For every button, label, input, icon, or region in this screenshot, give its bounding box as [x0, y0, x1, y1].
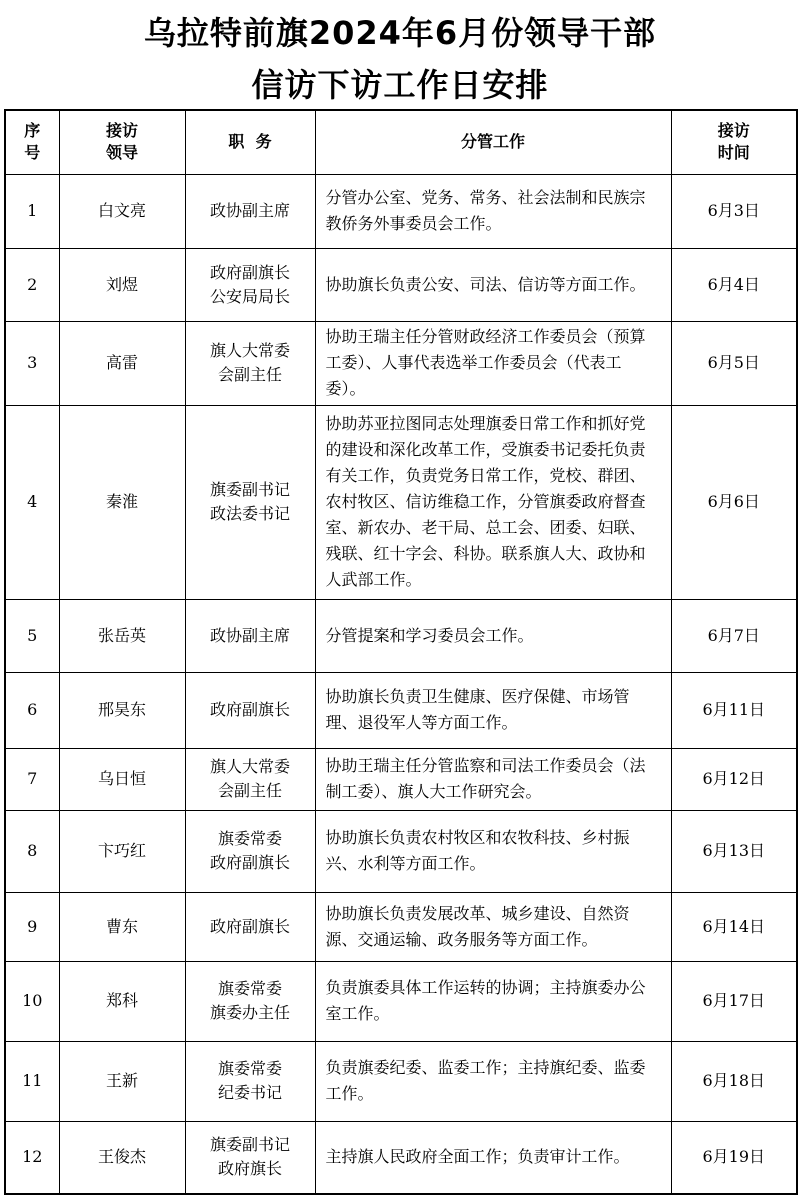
- cell-duty: 负责旗委具体工作运转的协调；主持旗委办公室工作。: [315, 961, 671, 1041]
- cell-date: 6月17日: [671, 961, 797, 1041]
- cell-leader: 曹东: [59, 892, 185, 961]
- table-row: [5, 810, 797, 892]
- cell-duty: 协助旗长负责卫生健康、医疗保健、市场管理、退役军人等方面工作。: [315, 672, 671, 748]
- document-title-line-1: 乌拉特前旗2024年6月份领导干部: [143, 14, 657, 52]
- cell-duty: 主持旗人民政府全面工作；负责审计工作。: [315, 1121, 671, 1194]
- cell-position: 旗人大常委 会副主任: [185, 321, 315, 405]
- cell-date: 6月18日: [671, 1041, 797, 1121]
- cell-date: 6月12日: [671, 748, 797, 810]
- cell-no: 8: [5, 810, 59, 892]
- header-duty: 分管工作: [315, 110, 671, 174]
- cell-date: 6月19日: [671, 1121, 797, 1194]
- cell-leader: 卞巧红: [59, 810, 185, 892]
- table-row: [5, 174, 797, 248]
- cell-leader: 王新: [59, 1041, 185, 1121]
- header-leader: 接访 领导: [59, 110, 185, 174]
- cell-duty: 协助旗长负责农村牧区和农牧科技、乡村振兴、水利等方面工作。: [315, 810, 671, 892]
- cell-duty: 协助王瑞主任分管监察和司法工作委员会（法制工委）、旗人大工作研究会。: [315, 748, 671, 810]
- table-row: [5, 599, 797, 672]
- cell-leader: 秦淮: [59, 405, 185, 599]
- cell-date: 6月13日: [671, 810, 797, 892]
- cell-duty: 协助苏亚拉图同志处理旗委日常工作和抓好党的建设和深化改革工作，受旗委书记委托负责有关工作，负责党务日常工作，党校、群团、农村牧区、信访维稳工作，分管旗委政府督查室、新农办、老干局、总工会、团委、妇联、残联、红十字会、科协。联系旗人大、政协和人武部工作。: [315, 405, 671, 599]
- cell-no: 1: [5, 174, 59, 248]
- cell-duty: 分管提案和学习委员会工作。: [315, 599, 671, 672]
- cell-no: 3: [5, 321, 59, 405]
- cell-no: 11: [5, 1041, 59, 1121]
- header-no: 序 号: [5, 110, 59, 174]
- cell-position: 旗委常委 旗委办主任: [185, 961, 315, 1041]
- cell-duty: 协助旗长负责发展改革、城乡建设、自然资源、交通运输、政务服务等方面工作。: [315, 892, 671, 961]
- header-position: 职 务: [185, 110, 315, 174]
- table-row: [5, 672, 797, 748]
- cell-position: 旗委副书记 政府旗长: [185, 1121, 315, 1194]
- cell-position: 政府副旗长: [185, 672, 315, 748]
- cell-leader: 张岳英: [59, 599, 185, 672]
- table-header-row: [5, 110, 797, 174]
- cell-position: 旗人大常委 会副主任: [185, 748, 315, 810]
- cell-leader: 高雷: [59, 321, 185, 405]
- cell-position: 旗委常委 纪委书记: [185, 1041, 315, 1121]
- cell-leader: 乌日恒: [59, 748, 185, 810]
- cell-leader: 刘煜: [59, 248, 185, 321]
- cell-position: 旗委常委 政府副旗长: [185, 810, 315, 892]
- cell-duty: 协助旗长负责公安、司法、信访等方面工作。: [315, 248, 671, 321]
- cell-position: 旗委副书记 政法委书记: [185, 405, 315, 599]
- table-row: [5, 1121, 797, 1194]
- cell-date: 6月3日: [671, 174, 797, 248]
- cell-leader: 白文亮: [59, 174, 185, 248]
- cell-no: 10: [5, 961, 59, 1041]
- table-row: [5, 405, 797, 599]
- document-title-line-2: 信访下访工作日安排: [251, 66, 549, 104]
- cell-position: 政府副旗长 公安局局长: [185, 248, 315, 321]
- cell-no: 4: [5, 405, 59, 599]
- table-row: [5, 321, 797, 405]
- cell-duty: 负责旗委纪委、监委工作；主持旗纪委、监委工作。: [315, 1041, 671, 1121]
- schedule-table: [4, 109, 798, 1195]
- cell-no: 12: [5, 1121, 59, 1194]
- cell-position: 政府副旗长: [185, 892, 315, 961]
- cell-date: 6月7日: [671, 599, 797, 672]
- cell-no: 5: [5, 599, 59, 672]
- cell-no: 9: [5, 892, 59, 961]
- cell-no: 6: [5, 672, 59, 748]
- table-row: [5, 961, 797, 1041]
- cell-leader: 郑科: [59, 961, 185, 1041]
- header-time: 接访 时间: [671, 110, 797, 174]
- cell-leader: 邢昊东: [59, 672, 185, 748]
- cell-date: 6月6日: [671, 405, 797, 599]
- table-row: [5, 892, 797, 961]
- cell-date: 6月5日: [671, 321, 797, 405]
- table-row: [5, 248, 797, 321]
- cell-no: 2: [5, 248, 59, 321]
- cell-position: 政协副主席: [185, 174, 315, 248]
- cell-position: 政协副主席: [185, 599, 315, 672]
- cell-duty: 协助王瑞主任分管财政经济工作委员会（预算工委）、人事代表选举工作委员会（代表工委）。: [315, 321, 671, 405]
- cell-duty: 分管办公室、党务、常务、社会法制和民族宗教侨务外事委员会工作。: [315, 174, 671, 248]
- cell-date: 6月14日: [671, 892, 797, 961]
- cell-leader: 王俊杰: [59, 1121, 185, 1194]
- cell-date: 6月4日: [671, 248, 797, 321]
- cell-date: 6月11日: [671, 672, 797, 748]
- table-row: [5, 748, 797, 810]
- cell-no: 7: [5, 748, 59, 810]
- table-row: [5, 1041, 797, 1121]
